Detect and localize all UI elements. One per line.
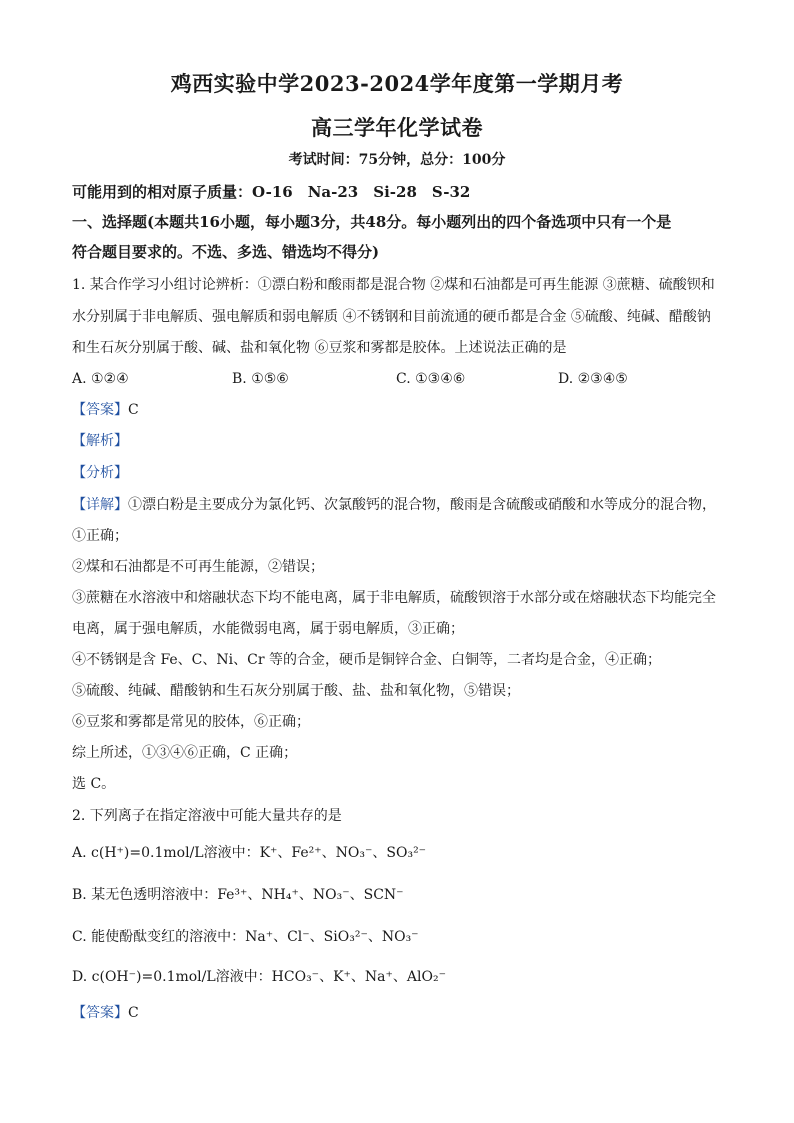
q2-answer [72,1004,139,1022]
q1-option-b: B. ①⑤⑥ [232,371,289,387]
q1-stem-line: 和生石灰分别属于酸、碱、盐和氧化物 ⑥豆浆和雾都是胶体。上述说法正确的是 [72,340,567,356]
q1-stem-line: 水分别属于非电解质、强电解质和弱电解质 ④不锈钢和目前流通的硬币都是合金 ⑤硫酸、纯碱、醋酸钠 [72,309,711,325]
q1-fenxi-tag: 【分析】 [72,465,128,481]
q2-option-d: D. c(OH⁻)=0.1mol/L溶液中：HCO₃⁻、K⁺、Na⁺、AlO₂⁻ [72,969,446,985]
concentration-expression: c(H⁺) [91,845,130,861]
q1-option-c: C. ①③④⑥ [396,371,466,387]
concentration-expression: c(OH⁻) [91,969,142,985]
q1-detail-line: 选 C。 [72,776,116,792]
q1-option-a: A. ①②④ [72,371,129,387]
q1-stem-line: 1. 某合作学习小组讨论辨析：①漂白粉和酸雨都是混合物 ②煤和石油都是可再生能源 ③蔗糖、硫酸钡和 [72,277,715,293]
section-heading-line2: 符合题目要求的。不选、多选、错选均不得分) [72,243,380,261]
q1-detail-line: ⑥豆浆和雾都是常见的胶体，⑥正确； [72,714,310,730]
exam-title: 鸡西实验中学2023-2024学年度第一学期月考 [170,71,624,96]
q1-detail-line: 综上所述，①③④⑥正确，C 正确； [72,745,298,761]
q2-stem: 2. 下列离子在指定溶液中可能大量共存的是 [72,808,342,824]
q1-detail-line: 【详解】①漂白粉是主要成分为氯化钙、次氯酸钙的混合物，酸雨是含硫酸或硝酸和水等成分的混合物， [72,497,716,513]
q2-option-a: A. c(H⁺)=0.1mol/L溶液中：K⁺、Fe²⁺、NO₃⁻、SO₃²⁻ [72,845,427,861]
q1-option-d: D. ②③④⑤ [558,371,628,387]
section-heading-line1: 一、选择题(本题共16小题，每小题3分，共48分。每小题列出的四个备选项中只有一个是 [72,213,672,231]
exam-subtitle: 高三学年化学试卷 [311,115,483,140]
answer-tag: 【答案】 [72,402,128,418]
q1-detail-line: ③蔗糖在水溶液中和熔融状态下均不能电离，属于非电解质，硫酸钡溶于水部分或在熔融状态下均能完全 [72,590,716,606]
exam-info: 考试时间：75分钟，总分：100分 [288,152,506,168]
q1-detail-line: ①正确； [72,528,128,544]
q1-detail-line: 电离，属于强电解质，水能微弱电离，属于弱电解质，③正确； [72,621,464,637]
q1-answer [72,401,139,419]
answer-value: C [128,1005,139,1021]
q2-option-b: B. 某无色透明溶液中：Fe³⁺、NH₄⁺、NO₃⁻、SCN⁻ [72,887,404,903]
atomic-masses: 可能用到的相对原子质量：O-16 Na-23 Si-28 S-32 [72,183,471,201]
q1-detail-line: ②煤和石油都是不可再生能源，②错误； [72,559,324,575]
q1-detail-line: ④不锈钢是含 Fe、C、Ni、Cr 等的合金，硬币是铜锌合金、白铜等，二者均是合金，④正确； [72,652,661,668]
q1-detail-line: ⑤硫酸、纯碱、醋酸钠和生石灰分别属于酸、盐、盐和氧化物，⑤错误； [72,683,520,699]
q2-option-c: C. 能使酚酞变红的溶液中：Na⁺、Cl⁻、SiO₃²⁻、NO₃⁻ [72,929,419,945]
answer-value: C [128,402,139,418]
answer-tag: 【答案】 [72,1005,128,1021]
detail-tag: 【详解】 [72,497,128,513]
q1-analysis-tag: 【解析】 [72,433,128,449]
